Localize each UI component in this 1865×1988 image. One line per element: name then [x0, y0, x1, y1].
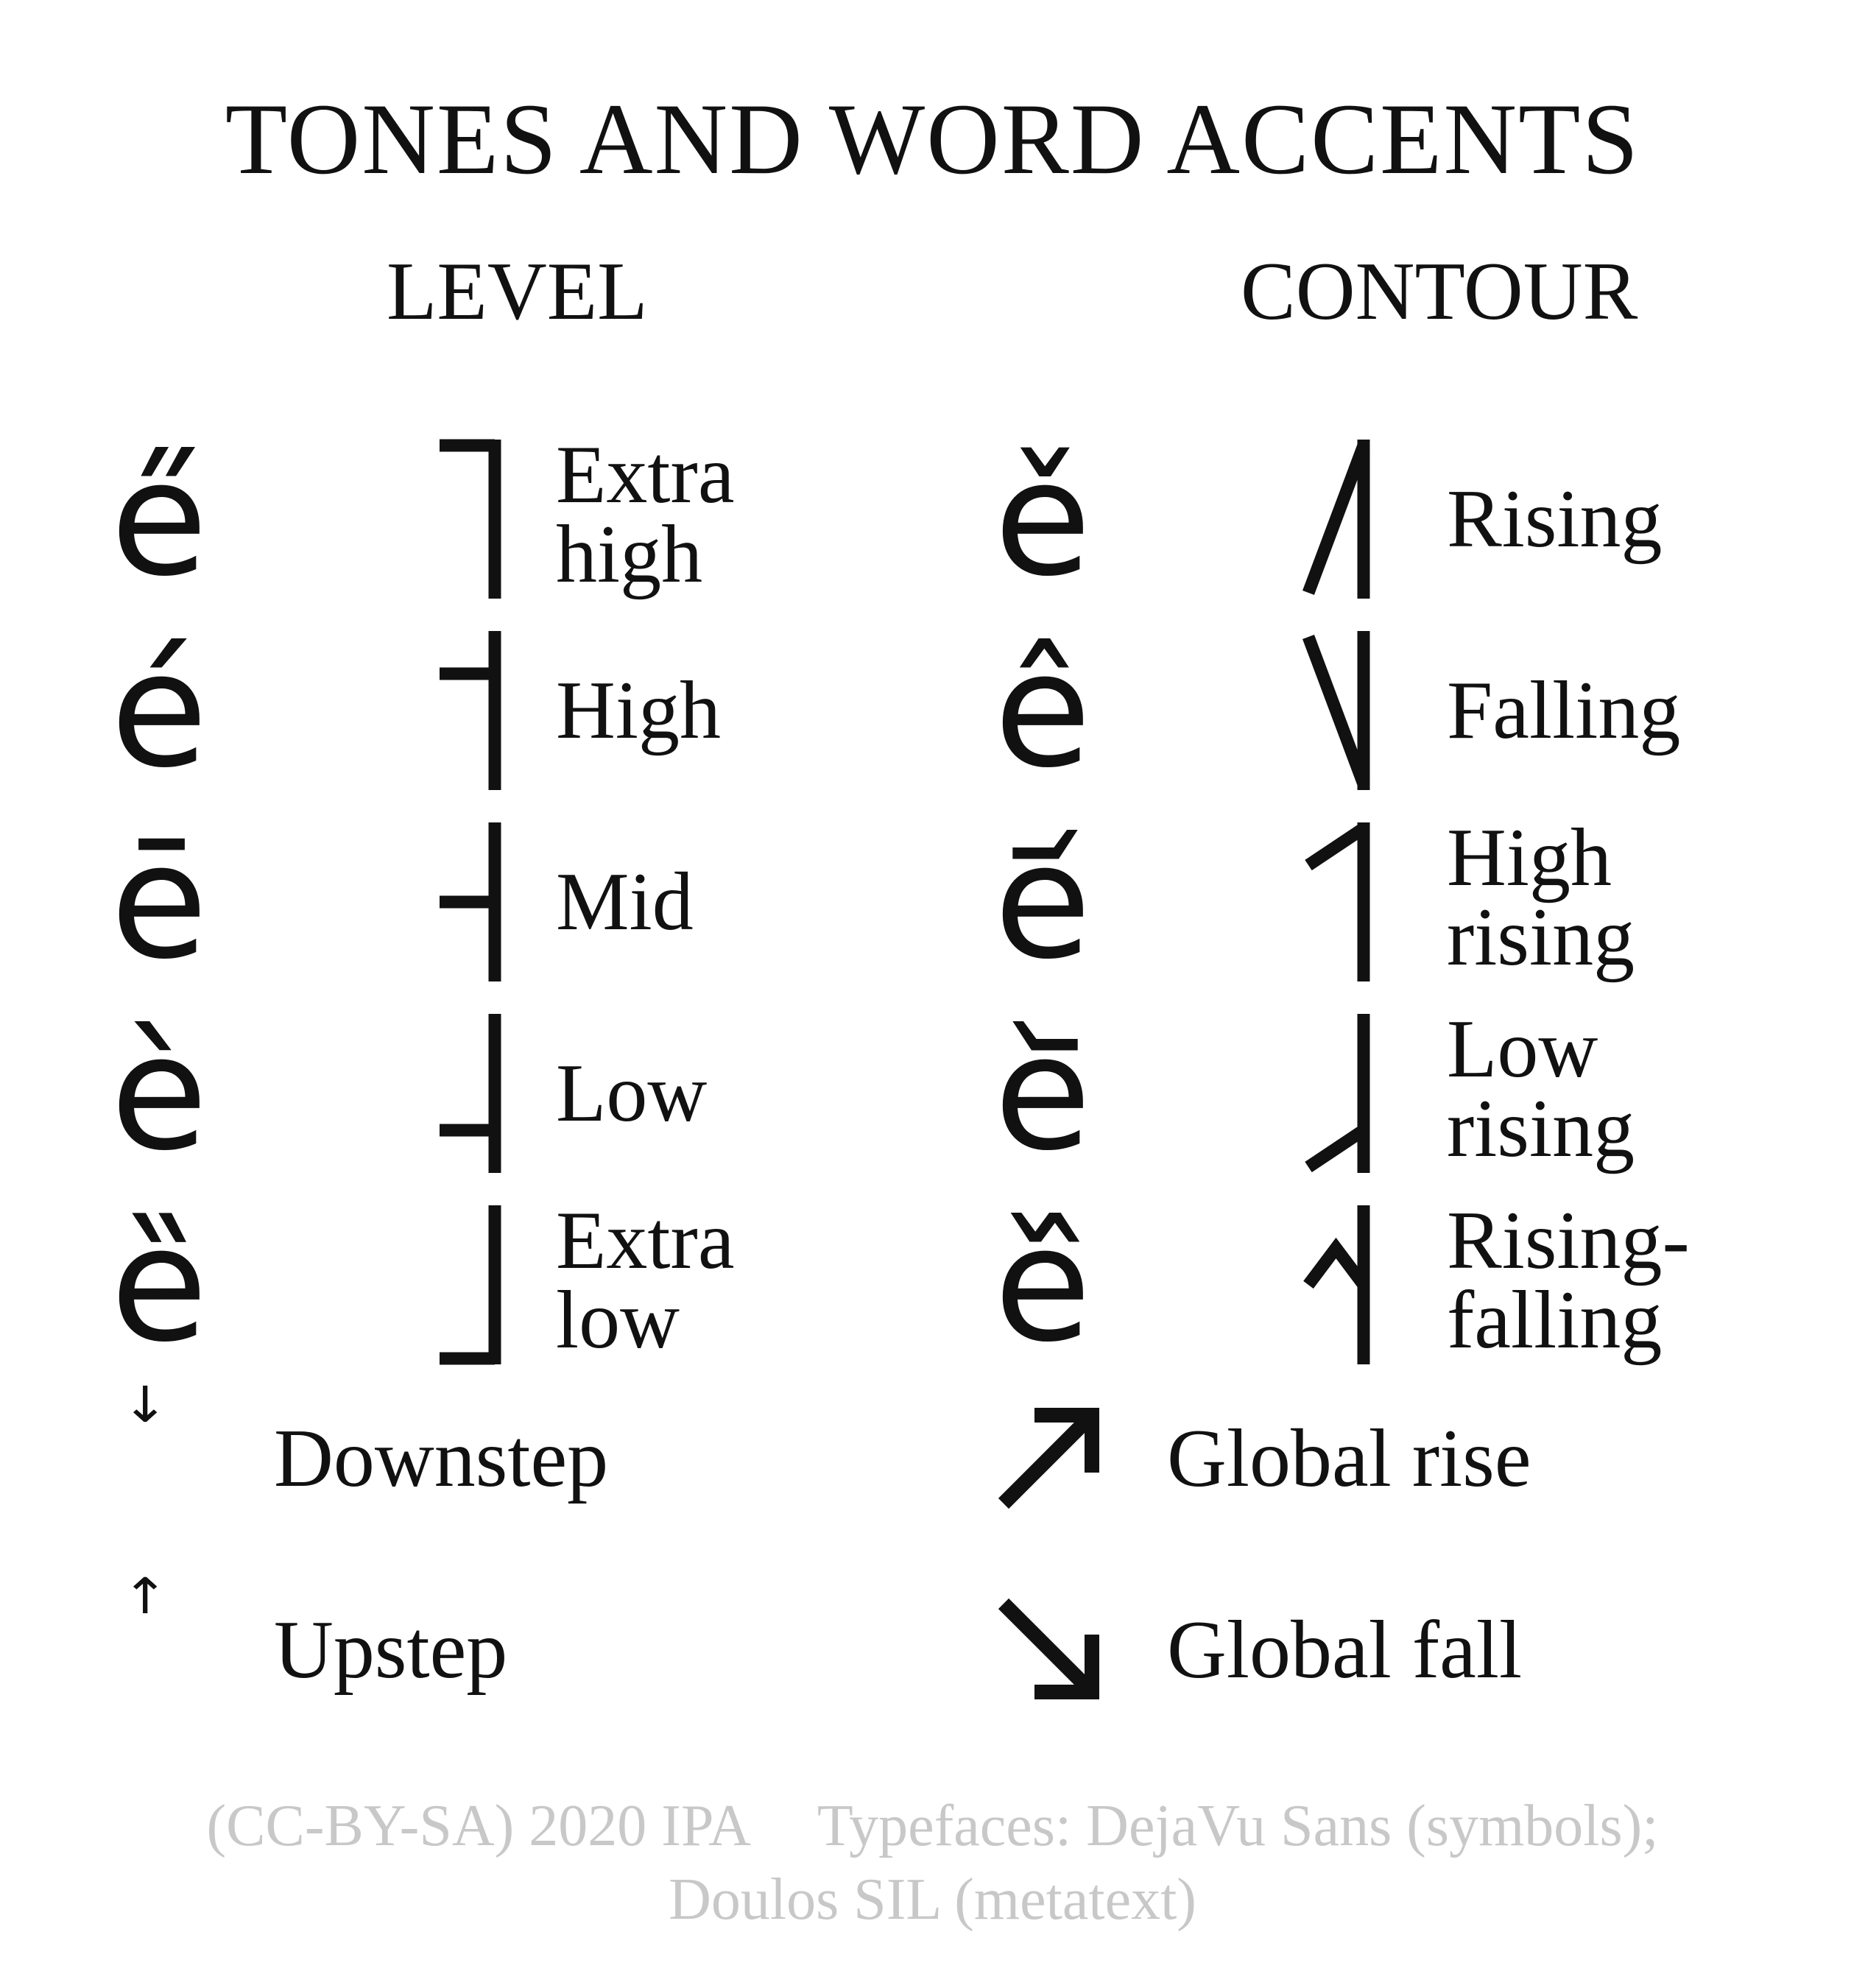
tone-diacritic: e̋: [110, 426, 208, 611]
tone-letter-icon: [1281, 438, 1392, 600]
tone-label: Falling: [1447, 665, 1681, 756]
tone-label: Low rising: [1447, 1004, 1635, 1174]
column-heading-contour: CONTOUR: [1241, 246, 1638, 337]
upstep-label: Upstep: [274, 1604, 508, 1696]
credits: [0, 1789, 1865, 1936]
tone-label: High rising: [1447, 812, 1635, 983]
global-fall-label: Global fall: [1167, 1604, 1523, 1696]
tone-diacritic: ȅ: [110, 1192, 208, 1377]
credits-license: (CC-BY-SA) 2020 IPA: [206, 1794, 751, 1858]
tone-letter-icon: [412, 1204, 523, 1366]
level-tone-high: [0, 615, 884, 806]
tone-label: Low: [556, 1048, 708, 1139]
contour-tone-low-rising: [884, 998, 1841, 1189]
column-heading-level: LEVEL: [387, 246, 648, 337]
arrow-down-right-icon: [998, 1598, 1101, 1701]
tone-diacritic: é: [110, 618, 208, 803]
downstep-label: Downstep: [274, 1413, 609, 1504]
tone-label: Rising- falling: [1447, 1195, 1690, 1366]
level-tone-low: [0, 998, 884, 1189]
contour-tone-rising: [884, 423, 1841, 615]
tone-label: Mid: [556, 856, 694, 948]
credits-line-1: [0, 1789, 1865, 1863]
tone-diacritic: ě: [994, 426, 1092, 611]
contour-tone-falling: [884, 615, 1841, 806]
contour-tone-high-rising: [884, 806, 1841, 998]
tone-label: Rising: [1447, 473, 1663, 565]
tone-label: High: [556, 665, 721, 756]
credits-typefaces: Typefaces: DejaVu Sans (symbols);: [817, 1794, 1659, 1858]
tone-diacritic: e᷅: [994, 1001, 1092, 1185]
arrow-up-right-icon: [998, 1406, 1101, 1509]
upstep-icon: ꜛ: [129, 1561, 162, 1663]
level-tone-extra-low: [0, 1189, 884, 1381]
tone-label: Extra low: [556, 1195, 735, 1366]
tone-letter-icon: [412, 630, 523, 792]
tone-letter-icon: [1281, 1204, 1392, 1366]
chart-title: TONES AND WORD ACCENTS: [225, 82, 1640, 195]
downstep-icon: ꜜ: [129, 1370, 162, 1472]
tone-diacritic: è: [110, 1001, 208, 1185]
level-tone-mid: [0, 806, 884, 998]
contour-tone-rising-falling: [884, 1189, 1841, 1381]
tone-diacritic: ê: [994, 618, 1092, 803]
tone-diacritic: e᷈: [994, 1192, 1092, 1377]
tone-diacritic: e᷄: [994, 809, 1092, 994]
tone-diacritic: ē: [110, 809, 208, 994]
global-rise-label: Global rise: [1167, 1413, 1531, 1504]
tone-letter-icon: [1281, 821, 1392, 983]
tone-letter-icon: [1281, 630, 1392, 792]
tone-label: Extra high: [556, 429, 735, 600]
level-tone-extra-high: [0, 423, 884, 615]
tone-letter-icon: [412, 438, 523, 600]
tone-letter-icon: [412, 821, 523, 983]
tone-letter-icon: [1281, 1012, 1392, 1174]
tone-letter-icon: [412, 1012, 523, 1174]
credits-line-2: Doulos SIL (metatext): [669, 1867, 1196, 1932]
